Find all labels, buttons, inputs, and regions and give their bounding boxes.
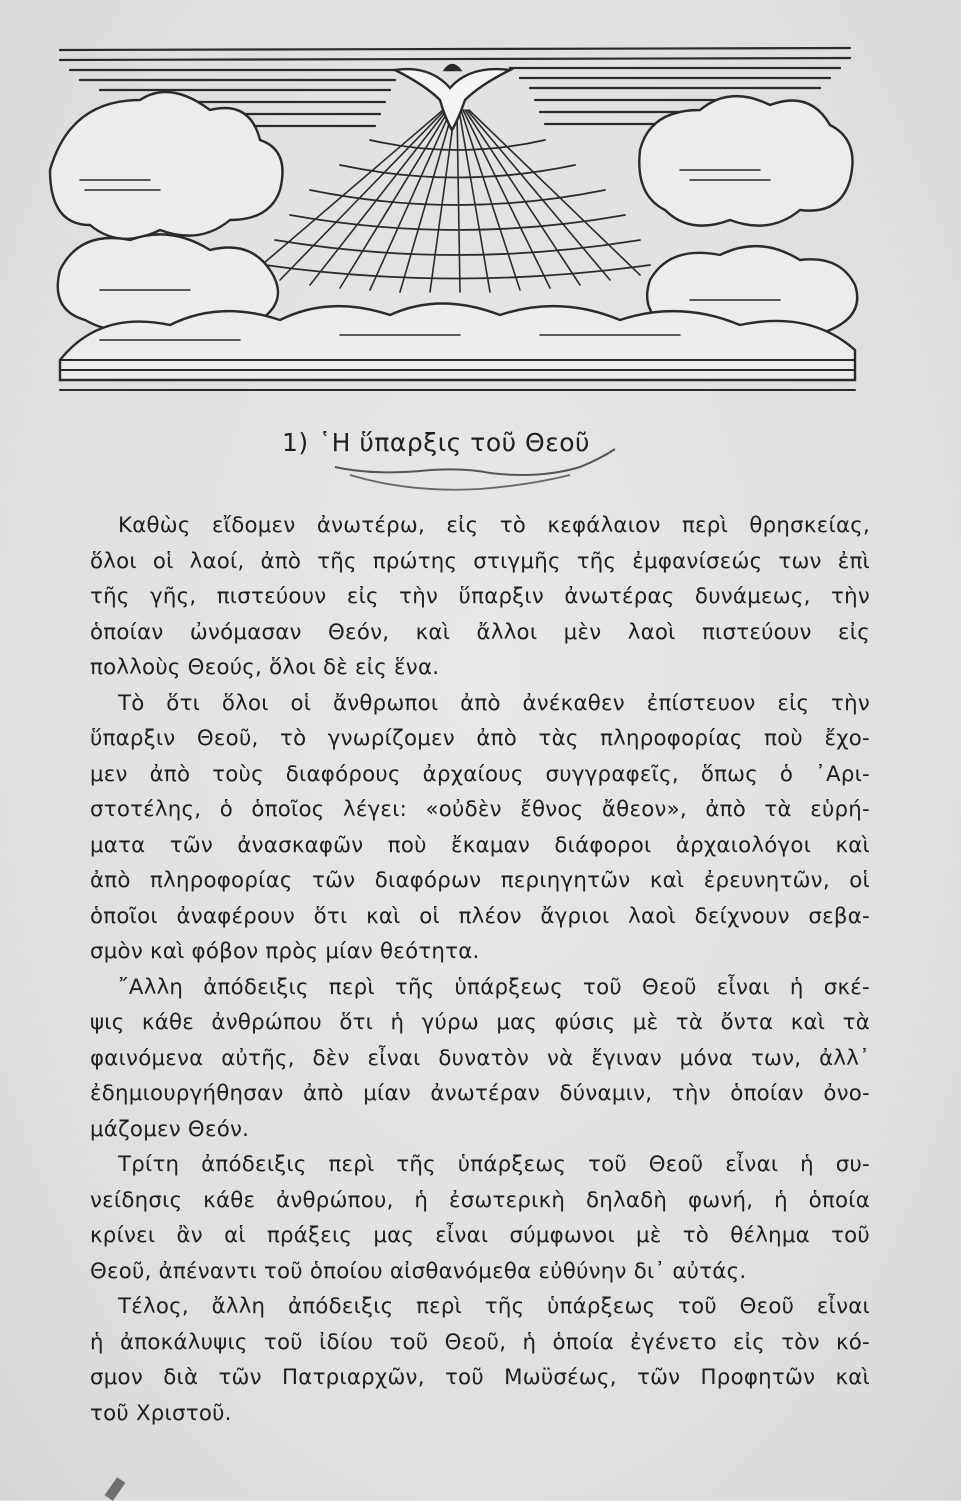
paragraph-2 bbox=[90, 686, 870, 970]
text-line: ὁποῖοι ἀναφέρουν ὅτι καὶ οἱ πλέον ἄγριοι λαοὶ δείχνουν σεβα- bbox=[90, 903, 870, 929]
chapter-number: 1) bbox=[282, 428, 309, 457]
text-line: τῆς γῆς, πιστεύουν εἰς τὴν ὕπαρξιν ἀνωτέρας δυνάμεως, τὴν bbox=[90, 584, 870, 609]
text-line: Τὸ ὅτι ὅλοι οἱ ἄνθρωποι ἀπὸ ἀνέκαθεν ἐπίστευον εἰς τὴν bbox=[118, 690, 870, 716]
text-line: τοῦ Χριστοῦ. bbox=[90, 1400, 232, 1426]
text-line: Θεοῦ, ἀπέναντι τοῦ ὁποίου αἰσθανόμεθα εὐθύνην δι᾿ αὐτάς. bbox=[90, 1258, 747, 1284]
paragraph-4 bbox=[90, 1147, 870, 1289]
dove-clouds-illustration bbox=[40, 30, 870, 400]
text-line: μάζομεν Θεόν. bbox=[90, 1116, 250, 1142]
text-line: ματα τῶν ἀνασκαφῶν ποὺ ἔκαμαν διάφοροι ἀρχαιολόγοι καὶ bbox=[90, 832, 870, 858]
text-line: ὅλοι οἱ λαοί, ἀπὸ τῆς πρώτης στιγμῆς τῆς ἐμφανίσεώς των ἐπὶ bbox=[90, 548, 870, 574]
text-line: ῎Αλλη ἀπόδειξις περὶ τῆς ὑπάρξεως τοῦ Θεοῦ εἶναι ἡ σκέ- bbox=[118, 974, 870, 1000]
body-text bbox=[90, 508, 870, 1431]
text-line: φαινόμενα αὐτῆς, δὲν εἶναι δυνατὸν νὰ ἔγιναν μόνα των, ἀλλ᾿ bbox=[90, 1045, 870, 1071]
text-line: ψις κάθε ἀνθρώπου ὅτι ἡ γύρω μας φύσις μὲ τὰ ὄντα καὶ τὰ bbox=[90, 1010, 870, 1035]
text-line: ἐδημιουργήθησαν ἀπὸ μίαν ἀνωτέραν δύναμιν, τὴν ὁποίαν ὀνο- bbox=[90, 1081, 870, 1106]
chapter-title: ῾Η ὕπαρξις τοῦ Θεοῦ bbox=[318, 428, 591, 457]
text-line: Καθὼς εἴδομεν ἀνωτέρω, εἰς τὸ κεφάλαιον περὶ θρησκείας, bbox=[118, 513, 870, 538]
text-line: κρίνει ἂν αἱ πράξεις μας εἶναι σύμφωνοι μὲ τὸ θέλημα τοῦ bbox=[90, 1223, 870, 1248]
text-line: ἀπὸ πληροφορίας τῶν διαφόρων περιηγητῶν καὶ ἐρευνητῶν, οἱ bbox=[90, 868, 870, 893]
text-line: πολλοὺς Θεούς, ὅλοι δὲ εἰς ἕνα. bbox=[90, 655, 440, 680]
text-line: ὁποίαν ὠνόμασαν Θεόν, καὶ ἄλλοι μὲν λαοὶ πιστεύουν εἰς bbox=[90, 619, 870, 645]
paragraph-1 bbox=[90, 508, 870, 686]
text-line: ἡ ἀποκάλυψις τοῦ ἰδίου τοῦ Θεοῦ, ἡ ὁποία ἐγένετο εἰς τὸν κό- bbox=[90, 1329, 870, 1355]
paragraph-3 bbox=[90, 970, 870, 1148]
text-line: ὕπαρξιν Θεοῦ, τὸ γνωρίζομεν ἀπὸ τὰς πληροφορίας ποὺ ἔχο- bbox=[90, 726, 870, 751]
text-line: σμὸν καὶ φόβον πρὸς μίαν θεότητα. bbox=[90, 939, 480, 964]
text-line: Τρίτη ἀπόδειξις περὶ τῆς ὑπάρξεως τοῦ Θεοῦ εἶναι ἡ συ- bbox=[118, 1152, 870, 1177]
ink-smudge bbox=[105, 1477, 126, 1501]
text-line: Τέλος, ἄλλη ἀπόδειξις περὶ τῆς ὑπάρξεως τοῦ Θεοῦ εἶναι bbox=[118, 1294, 870, 1319]
text-line: σμον διὰ τῶν Πατριαρχῶν, τοῦ Μωϋσέως, τῶν Προφητῶν καὶ bbox=[90, 1365, 870, 1390]
text-line: στοτέλης, ὁ ὁποῖος λέγει: «οὐδὲν ἔθνος ἄθεον», ἀπὸ τὰ εὑρή- bbox=[90, 797, 870, 822]
paragraph-5 bbox=[90, 1289, 870, 1431]
pencil-underline bbox=[330, 445, 630, 495]
text-line: μεν ἀπὸ τοὺς διαφόρους ἀρχαίους συγγραφεῖς, ὅπως ὁ ᾿Αρι- bbox=[90, 761, 870, 787]
text-line: νείδησις κάθε ἀνθρώπου, ἡ ἐσωτερικὴ δηλαδὴ φωνή, ἡ ὁποία bbox=[90, 1187, 870, 1213]
